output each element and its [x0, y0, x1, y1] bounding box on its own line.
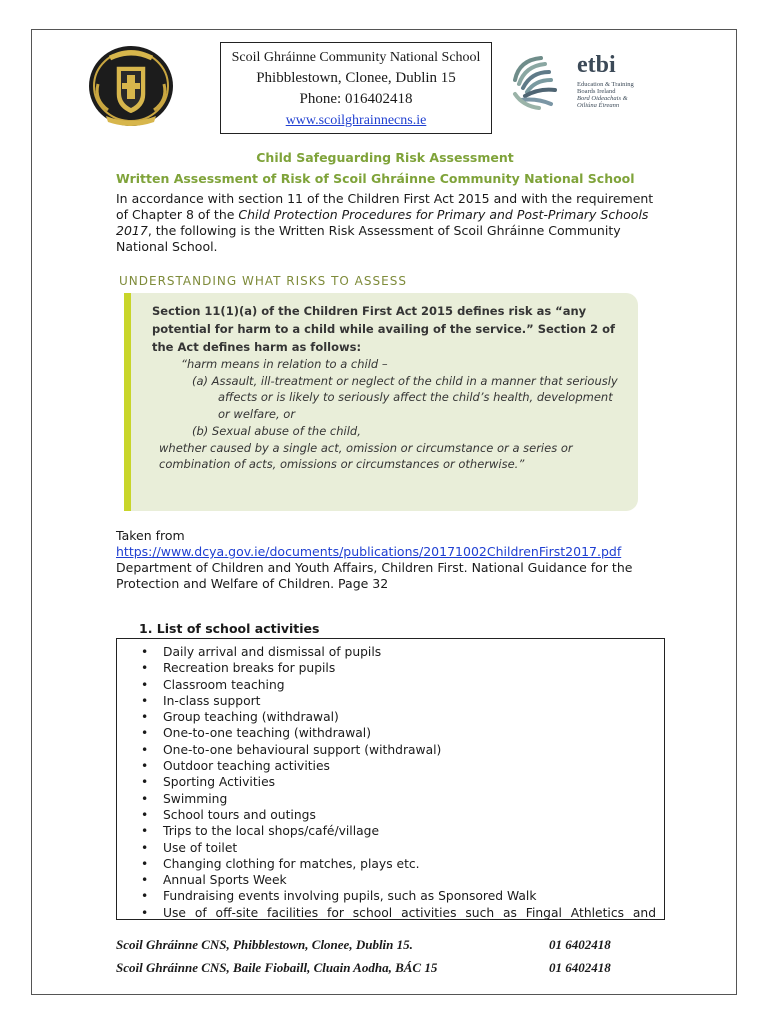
- footer-line: [116, 960, 611, 976]
- school-phone: Phone: 016402418: [299, 91, 413, 107]
- excerpt-definition: Section 11(1)(a) of the Children First Act 2015 defines risk as “any potential for harm to a child while availing of the service.” Section 2 of the Act defines harm as follows:: [152, 304, 616, 354]
- activity-list-item: • In-class support: [141, 693, 656, 709]
- excerpt-tail: whether caused by a single act, omission or circumstance or a series or combination of acts, omissions or circumstances or otherwise.”: [159, 440, 573, 472]
- taken-from-label: Taken from: [116, 528, 185, 543]
- intro-text: In accordance with section 11 of the Children First Act 2015 and with the requirement of Chapter 8 of the: [116, 191, 654, 222]
- footer-phone: 01 6402418: [549, 937, 611, 952]
- footer-line: [116, 937, 611, 953]
- children-first-excerpt: [124, 293, 638, 511]
- activity-list-item: • Changing clothing for matches, plays etc.: [141, 856, 656, 872]
- source-url-link[interactable]: https://www.dcya.gov.ie/documents/publications/20171002ChildrenFirst2017.pdf: [116, 544, 622, 559]
- excerpt-item-a: (a) Assault, ill-treatment or neglect of the child in a manner that seriously affects or is likely to seriously affect the child’s health, development or welfare, or: [192, 373, 618, 422]
- activity-list-item: • Annual Sports Week: [141, 872, 656, 888]
- footer-phone: 01 6402418: [549, 960, 611, 975]
- intro-italic-title: Child Protection Procedures for Primary and Post-Primary Schools 2017: [116, 207, 649, 238]
- footer-address-irish: Scoil Ghráinne CNS, Baile Fiobaill, Cluain Aodha, BÁC 15: [116, 960, 438, 975]
- school-name: Scoil Ghráinne Community National School: [231, 50, 481, 65]
- etbi-sub-line: Boards Ireland: [577, 88, 616, 95]
- excerpt-quote-open: “harm means in relation to a child –: [181, 357, 388, 371]
- activity-list-item: • Group teaching (withdrawal): [141, 709, 656, 725]
- school-website-link[interactable]: www.scoilghrainnecns.ie: [285, 113, 427, 128]
- etbi-swirl-icon: [505, 50, 567, 112]
- source-citation-text: Department of Children and Youth Affairs, Children First. National Guidance for the Protection and Welfare of Children. Page 32: [116, 560, 633, 591]
- activity-list-item: • Trips to the local shops/café/village: [141, 823, 656, 839]
- activity-list-item: • Sporting Activities: [141, 774, 656, 790]
- activity-list-item: • Classroom teaching: [141, 677, 656, 693]
- activity-list-item: • One-to-one teaching (withdrawal): [141, 725, 656, 741]
- intro-paragraph: [116, 191, 661, 255]
- activity-list-item: • Daily arrival and dismissal of pupils: [141, 644, 656, 660]
- document-subtitle: Written Assessment of Risk of Scoil Ghráinne Community National School: [116, 171, 635, 186]
- etbi-logo: [505, 50, 655, 112]
- activity-list-item: • Use of toilet: [141, 840, 656, 856]
- school-address: Phibblestown, Clonee, Dublin 15: [256, 70, 456, 86]
- activity-list-item: • Swimming: [141, 791, 656, 807]
- school-crest-logo: [88, 44, 174, 128]
- activities-list-box: [116, 638, 665, 920]
- excerpt-item-b: (b) Sexual abuse of the child,: [192, 423, 361, 438]
- activities-list: [141, 644, 656, 920]
- etbi-wordmark: etbi: [577, 52, 616, 78]
- footer-address-english: Scoil Ghráinne CNS, Phibblestown, Clonee, Dublin 15.: [116, 937, 413, 952]
- activity-list-item: • Use of off-site facilities for school activities such as Fingal Athletics and: [141, 905, 656, 920]
- source-citation: [116, 528, 666, 592]
- activity-list-item: • One-to-one behavioural support (withdrawal): [141, 742, 656, 758]
- activity-list-item: • Outdoor teaching activities: [141, 758, 656, 774]
- activity-list-item: • Fundraising events involving pupils, such as Sponsored Walk: [141, 888, 656, 904]
- etbi-subtitle: [577, 81, 634, 109]
- school-address-box: [220, 42, 492, 134]
- intro-text-end: , the following is the Written Risk Assessment of Scoil Ghráinne Community National School.: [116, 223, 621, 254]
- activity-list-item: • School tours and outings: [141, 807, 656, 823]
- etbi-sub-line: Bord Oideachais &: [577, 95, 628, 102]
- section-heading: 1. List of school activities: [139, 621, 320, 636]
- etbi-sub-line: Education & Training: [577, 81, 634, 88]
- activity-list-item: • Recreation breaks for pupils: [141, 660, 656, 676]
- etbi-sub-line: Oiliúna Éireann: [577, 102, 620, 109]
- document-title: Child Safeguarding Risk Assessment: [256, 150, 514, 165]
- excerpt-heading: UNDERSTANDING WHAT RISKS TO ASSESS: [119, 274, 407, 288]
